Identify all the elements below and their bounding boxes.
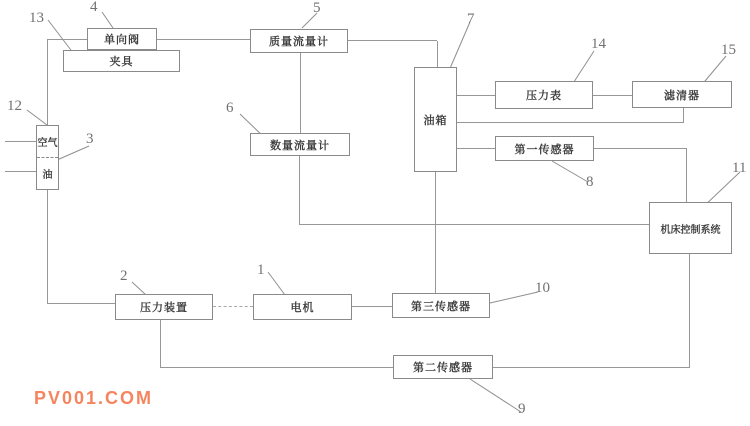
box-filter-label: 滤清器 [664,89,700,102]
line-motor-thirdsensor [352,306,392,307]
box-quantity-flow-meter-label: 数量流量计 [270,139,330,152]
ref-3: 3 [86,131,94,147]
line-quantityflow-control [299,224,649,225]
leader-12 [27,110,47,125]
line-tank-down [47,190,48,303]
leader-4 [102,12,113,28]
box-first-sensor [495,136,594,161]
box-machine-control-system-label: 机床控制系统 [660,224,721,236]
ref-10: 10 [535,280,550,296]
box-pressure-device-label: 压力装置 [140,302,188,314]
leader-3 [57,146,89,160]
ref-9: 9 [518,401,526,417]
line-pressuredevice-down [160,320,161,367]
ref-13: 13 [29,10,44,26]
box-motor-label: 电机 [290,302,315,314]
leader-1 [268,272,285,295]
line-tankbottom-pressuredevice [47,303,115,304]
line-filter-down [683,108,684,123]
box-pressure-gauge-label: 压力表 [526,90,562,102]
ref-12: 12 [7,98,22,114]
box-first-sensor-label: 第一传感器 [514,143,575,156]
box-third-sensor [392,293,490,318]
box-check-valve-label: 单向阀 [104,34,140,46]
box-machine-control-system [649,202,732,254]
box-oil-tank-label: 油箱 [423,114,448,127]
line-oiltank-thirdsensor [435,172,436,293]
line-massflow-tankcorner [348,40,437,41]
ref-4: 4 [90,0,98,15]
line-edge-stub-bottom [5,171,36,172]
line-control-secondsensor [689,254,690,368]
ref-14: 14 [591,36,606,52]
line-corner-oiltank-top [437,41,438,67]
box-fixture-label: 夹具 [109,56,134,68]
line-filter-return-tank [457,122,684,123]
line-checkvalve-massflow [157,39,250,40]
box-fixture [63,50,180,72]
box-air-oil-tank [36,125,59,190]
oil-section [37,158,58,189]
line-firstsensor-corner [594,148,686,149]
box-second-sensor [393,355,493,379]
leader-9 [470,379,521,412]
box-oil-tank [414,67,457,172]
ref-15: 15 [721,42,736,58]
line-tank-firstsensor [457,148,495,149]
ref-2: 2 [120,268,128,284]
ref-11: 11 [732,160,747,176]
line-tank-pressuregauge [457,95,495,96]
box-mass-flow-meter-label: 质量流量计 [269,36,329,48]
line-bottom-right [493,367,689,368]
box-pressure-gauge [495,81,593,109]
line-quantityflow-down [299,156,300,224]
line-checkvalve-left [48,39,87,40]
box-third-sensor-label: 第三传感器 [411,300,471,313]
line-massflow-quantityflow [300,53,301,133]
box-quantity-flow-meter [250,133,350,156]
oil-label: 油 [42,170,53,181]
line-pressuredevice-motor [213,306,253,307]
line-bottom-left [160,367,393,368]
line-firstsensor-control [686,148,687,202]
ref-5: 5 [313,0,321,16]
leader-8 [552,161,588,182]
watermark: PV001.COM [34,388,154,408]
box-pressure-device [115,294,213,320]
box-filter [632,81,732,108]
line-pressuregauge-filter [593,95,632,96]
air-label: 空气 [37,138,58,149]
line-checkvalve-tank-down [47,39,48,125]
box-second-sensor-label: 第二传感器 [413,362,473,374]
ref-7: 7 [467,11,475,27]
ref-1: 1 [257,262,265,278]
air-section [37,126,58,158]
box-motor [253,294,352,320]
leader-10 [490,292,538,303]
box-mass-flow-meter [250,29,348,53]
box-check-valve [87,28,157,50]
line-edge-stub-top [5,141,36,142]
ref-6: 6 [226,100,234,116]
ref-8: 8 [586,174,594,190]
